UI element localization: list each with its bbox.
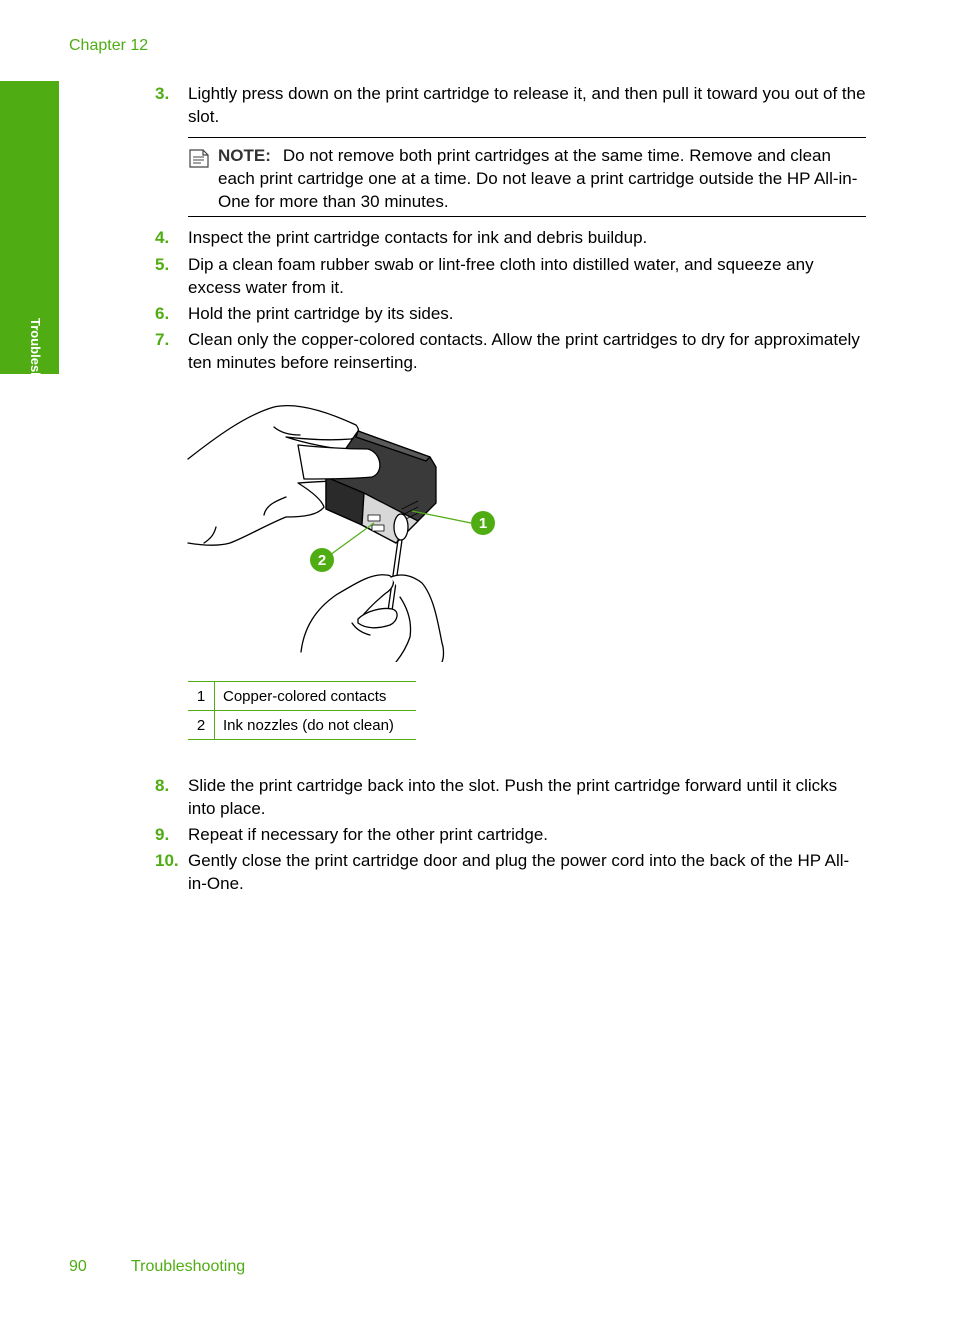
legend-key: 1 [188, 682, 215, 711]
step-text: Slide the print cartridge back into the slot. Push the print cartridge forward until it clicks into place. [188, 776, 838, 818]
page-number: 90 [69, 1258, 87, 1275]
note-body: Do not remove both print cartridges at the same time. Remove and clean each print cartridge one at a time. Do not leave a print cartridge outside the HP All-in-One for more than 30 minutes. [218, 146, 858, 211]
step-7 [155, 328, 867, 374]
legend-value: Copper-colored contacts [215, 682, 417, 711]
step-text: Hold the print cartridge by its sides. [188, 304, 454, 323]
step-number: 4. [155, 228, 170, 247]
step-5 [155, 253, 867, 299]
step-10 [155, 849, 867, 895]
step-text: Gently close the print cartridge door and plug the power cord into the back of the HP All-in-One. [188, 851, 850, 893]
footer-section-title: Troubleshooting [131, 1258, 246, 1275]
step-number: 3. [155, 84, 170, 103]
step-number: 10. [155, 851, 179, 870]
cartridge-cleaning-illustration [186, 397, 506, 662]
step-text: Lightly press down on the print cartridge to release it, and then pull it toward you out of the slot. [188, 84, 866, 126]
step-number: 9. [155, 825, 170, 844]
step-3 [155, 82, 867, 128]
note-label: NOTE: [218, 146, 271, 165]
step-8 [155, 774, 867, 820]
step-4 [155, 226, 867, 249]
callout-2 [310, 548, 334, 572]
step-9 [155, 823, 867, 846]
figure-legend-table [188, 681, 416, 740]
legend-value: Ink nozzles (do not clean) [215, 711, 417, 740]
note-icon [188, 147, 210, 169]
step-number: 8. [155, 776, 170, 795]
chapter-header: Chapter 12 [69, 37, 149, 54]
step-number: 6. [155, 304, 170, 323]
step-number: 7. [155, 330, 170, 349]
callout-2-label: 2 [317, 552, 327, 569]
note-box [188, 137, 866, 217]
note-text-block [218, 144, 866, 213]
table-row [188, 682, 416, 711]
step-text: Inspect the print cartridge contacts for ink and debris buildup. [188, 228, 648, 247]
section-side-tab [0, 81, 59, 420]
step-text: Dip a clean foam rubber swab or lint-free cloth into distilled water, and squeeze any excess water from it. [188, 255, 814, 297]
step-text: Repeat if necessary for the other print cartridge. [188, 825, 549, 844]
step-number: 5. [155, 255, 170, 274]
callout-1-label: 1 [478, 515, 488, 532]
side-tab-label: Troubleshooting [28, 318, 43, 420]
callout-1 [471, 511, 495, 535]
step-text: Clean only the copper-colored contacts. Allow the print cartridges to dry for approximately ten minutes before reinserting. [188, 330, 860, 372]
legend-key: 2 [188, 711, 215, 740]
step-6 [155, 302, 867, 325]
table-row [188, 711, 416, 740]
